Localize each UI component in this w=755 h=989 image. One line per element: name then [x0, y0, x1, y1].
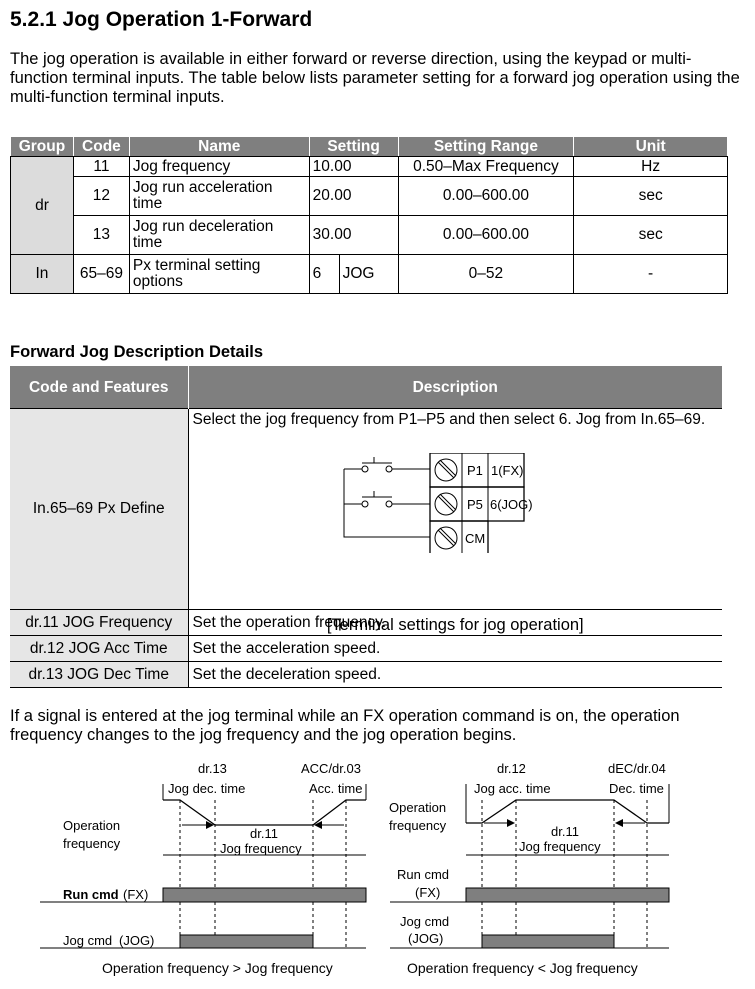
right-t1-desc: Jog acc. time [474, 781, 551, 796]
right-frequency-label-line1: Operation [389, 800, 447, 815]
right-jog-cmd-label-line2: (JOG) [408, 931, 444, 946]
terminal-p1-label: P1 [466, 463, 483, 478]
right-run-cmd-bar [466, 888, 669, 902]
name-cell: Jog run acceleration time [129, 177, 309, 216]
header-setting: Setting [309, 137, 398, 157]
setting-cell: 30.00 [309, 216, 398, 255]
right-run-cmd-label-line1: Run cmd [397, 867, 450, 882]
right-run-cmd-label-line2: (FX) [415, 885, 441, 900]
code-cell: 65–69 [73, 255, 129, 294]
right-jog-cmd-label-line1: Jog cmd [400, 914, 450, 929]
table-row [10, 662, 722, 688]
name-cell: Jog frequency [129, 157, 309, 177]
timing-diagrams [0, 758, 755, 988]
code-cell: In.65–69 Px Define [10, 409, 188, 610]
intro-paragraph: The jog operation is available in either forward or reverse direction, using the keypad or multi-function terminal inputs. The table below lists parameter setting for a forward jog operation using the multi-function terminal inputs. [10, 50, 740, 106]
left-diagram-caption: Operation frequency > Jog frequency [102, 960, 333, 976]
left-jog-desc: Jog frequency [220, 841, 302, 856]
right-diagram-caption: Operation frequency < Jog frequency [407, 960, 638, 976]
left-frequency-label-line2: frequency [63, 836, 121, 851]
left-frequency-label-line1: Operation [63, 818, 121, 833]
table-row [11, 255, 728, 294]
code-cell: dr.12 JOG Acc Time [10, 636, 188, 662]
left-t1-desc: Jog dec. time [168, 781, 246, 796]
right-t1-code: dr.12 [497, 761, 526, 776]
left-run-cmd-bar [163, 888, 366, 902]
name-cell: Px terminal setting options [129, 255, 309, 294]
code-cell: 12 [73, 177, 129, 216]
name-cell: Jog run deceleration time [129, 216, 309, 255]
range-cell: 0.00–600.00 [398, 216, 574, 255]
table-row [10, 409, 722, 610]
right-t2-desc: Dec. time [609, 781, 664, 796]
left-jog-cmd-suffix: (JOG) [119, 933, 155, 948]
table-row [10, 636, 722, 662]
header-name: Name [129, 137, 309, 157]
unit-cell: Hz [574, 157, 728, 177]
terminal-diagram-caption: [Terminal settings for jog operation] [326, 616, 584, 634]
right-jog-cmd-bar [482, 935, 614, 948]
header-code-features: Code and Features [10, 366, 188, 409]
setting-text-cell: JOG [339, 255, 398, 294]
group-cell: In [11, 255, 74, 294]
right-jog-code: dr.11 [551, 824, 579, 839]
table-row [11, 157, 728, 177]
description-cell: Set the acceleration speed. [188, 636, 722, 662]
setting-num-cell: 6 [309, 255, 339, 294]
left-run-cmd-label: Run cmd [63, 887, 119, 902]
right-t2-code: dEC/dr.04 [608, 761, 666, 776]
setting-cell: 20.00 [309, 177, 398, 216]
unit-cell: sec [574, 177, 728, 216]
header-description: Description [188, 366, 722, 409]
description-table-header [10, 366, 722, 409]
left-t2-desc: Acc. time [309, 781, 363, 796]
section-title: 5.2.1 Jog Operation 1-Forward [10, 8, 313, 31]
group-cell: dr [11, 157, 74, 255]
left-t1-code: dr.13 [198, 761, 227, 776]
header-range: Setting Range [398, 137, 574, 157]
parameter-table [10, 136, 728, 294]
range-cell: 0–52 [398, 255, 574, 294]
terminal-wiring-diagram [334, 453, 634, 553]
code-cell: 11 [73, 157, 129, 177]
terminal-p1-function: 1(FX) [490, 463, 523, 478]
terminal-cm-label: CM [464, 531, 485, 546]
left-t2-code: ACC/dr.03 [301, 761, 361, 776]
left-jog-cmd-label: Jog cmd [63, 933, 113, 948]
description-table [10, 366, 722, 688]
code-cell: 13 [73, 216, 129, 255]
header-code: Code [73, 137, 129, 157]
description-text: Select the jog frequency from P1–P5 and then select 6. Jog from In.65–69. [192, 411, 706, 428]
right-timing-diagram [389, 761, 669, 976]
right-frequency-label-line2: frequency [389, 818, 447, 833]
description-cell: Set the deceleration speed. [188, 662, 722, 688]
left-run-cmd-suffix: (FX) [123, 887, 149, 902]
table-row [11, 216, 728, 255]
range-cell: 0.00–600.00 [398, 177, 574, 216]
unit-cell: - [574, 255, 728, 294]
header-group: Group [11, 137, 74, 157]
left-timing-diagram [40, 761, 366, 976]
terminal-p5-label: P5 [466, 497, 483, 512]
table-row [11, 177, 728, 216]
range-cell: 0.50–Max Frequency [398, 157, 574, 177]
header-unit: Unit [574, 137, 728, 157]
left-jog-cmd-bar [180, 935, 313, 948]
outro-paragraph: If a signal is entered at the jog terminal while an FX operation command is on, the operation frequency changes to the jog frequency and the jog operation begins. [10, 707, 680, 744]
left-jog-code: dr.11 [250, 826, 278, 841]
code-cell: dr.13 JOG Dec Time [10, 662, 188, 688]
setting-cell: 10.00 [309, 157, 398, 177]
code-cell: dr.11 JOG Frequency [10, 610, 188, 636]
unit-cell: sec [574, 216, 728, 255]
parameter-table-header [11, 137, 728, 157]
right-jog-desc: Jog frequency [519, 839, 601, 854]
description-cell: Set the operation frequency. [188, 610, 722, 636]
description-heading: Forward Jog Description Details [10, 343, 264, 361]
terminal-p5-function: 6(JOG) [489, 497, 533, 512]
